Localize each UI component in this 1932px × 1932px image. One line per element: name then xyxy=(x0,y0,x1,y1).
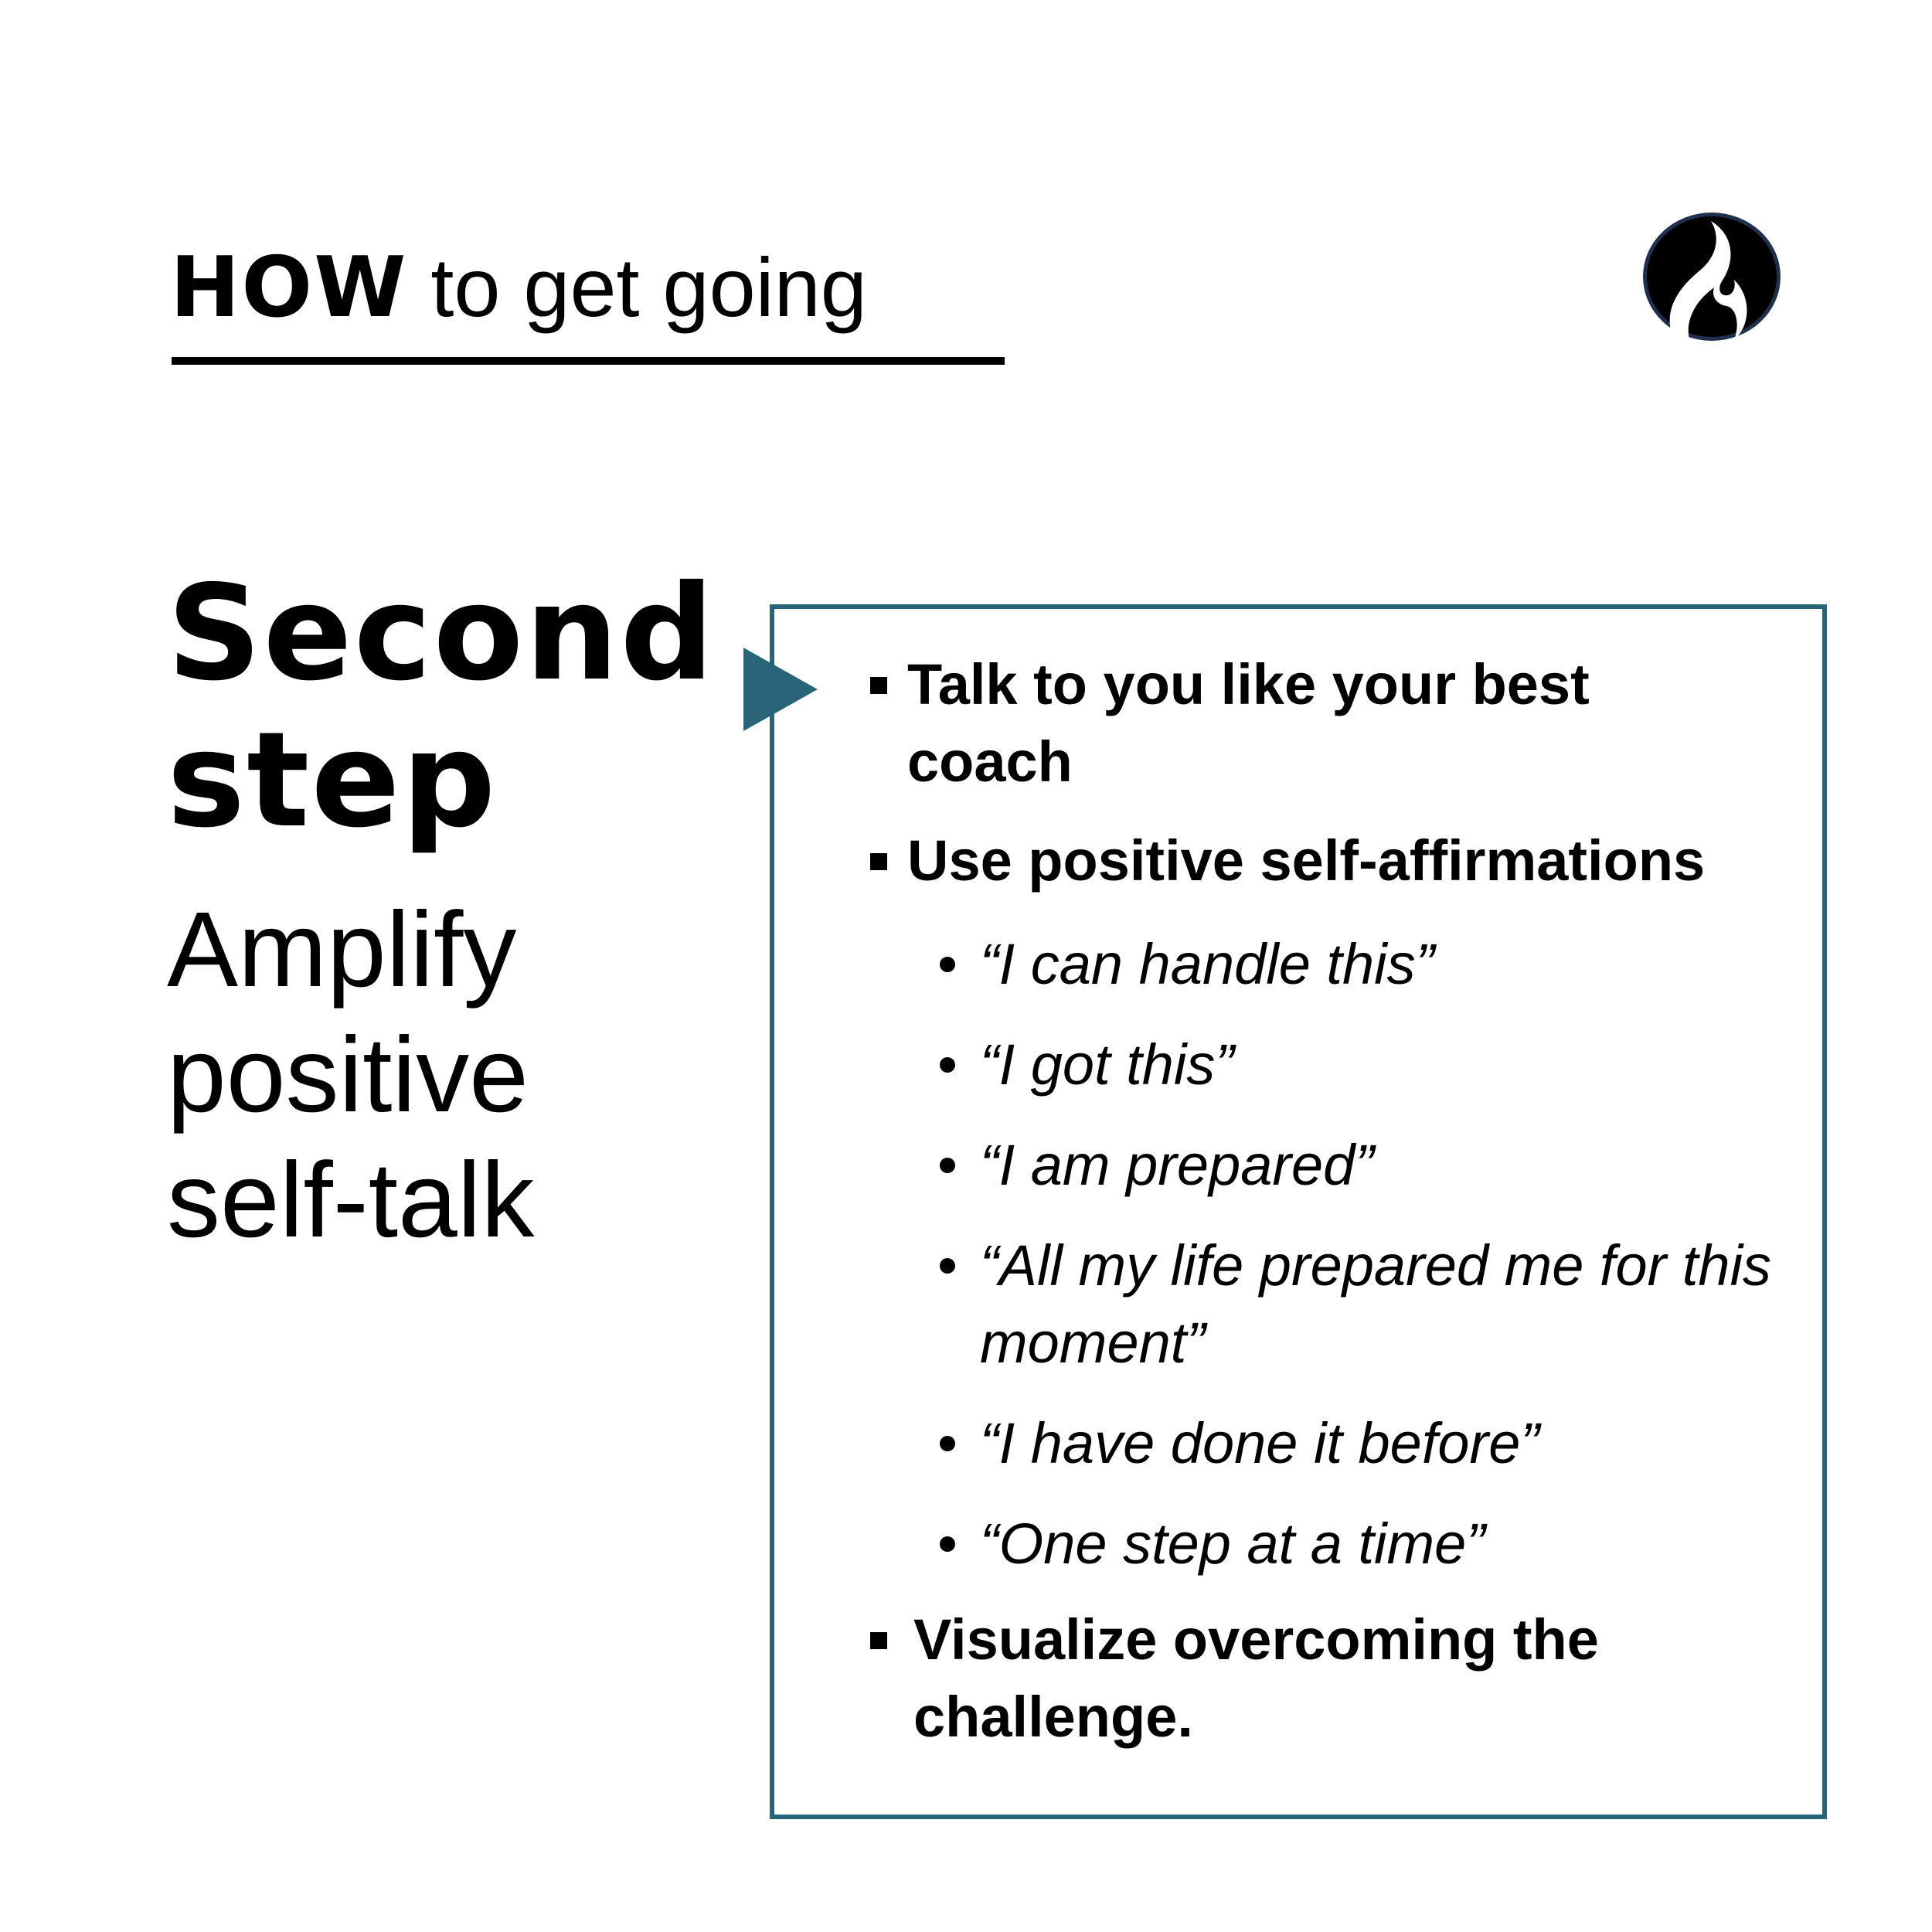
round-bullet-icon xyxy=(940,1258,955,1274)
quote-item: “I got this” xyxy=(980,1032,1234,1097)
quote-item: “I can handle this” xyxy=(980,932,1435,996)
round-bullet-icon xyxy=(940,1158,955,1173)
round-bullet-icon xyxy=(940,1057,955,1073)
square-bullet-icon xyxy=(870,853,887,870)
list-item: Visualize overcoming the challenge. xyxy=(913,1607,1599,1749)
list-item: Use positive self-affirmations xyxy=(907,828,1706,893)
quote-item: “I am prepared” xyxy=(980,1133,1374,1197)
quote-item: “All my life prepared me for this moment” xyxy=(980,1233,1772,1375)
flame-logo-icon xyxy=(1640,210,1784,343)
list-item: Talk to you like your best coach xyxy=(907,652,1590,794)
step-subtitle: Amplify positive self-talk xyxy=(167,890,535,1260)
quote-item: “One step at a time” xyxy=(980,1512,1485,1576)
step-title: Second step xyxy=(167,557,716,857)
quote-item: “I have done it before” xyxy=(980,1411,1539,1475)
heading-underline xyxy=(172,357,1005,365)
round-bullet-icon xyxy=(940,1536,955,1552)
square-bullet-icon xyxy=(870,677,887,694)
square-bullet-icon xyxy=(870,1632,887,1649)
heading-rest: to get going xyxy=(430,240,867,334)
round-bullet-icon xyxy=(940,957,955,972)
round-bullet-icon xyxy=(940,1436,955,1451)
page-heading xyxy=(170,240,867,336)
heading-how: HOW xyxy=(170,240,408,336)
